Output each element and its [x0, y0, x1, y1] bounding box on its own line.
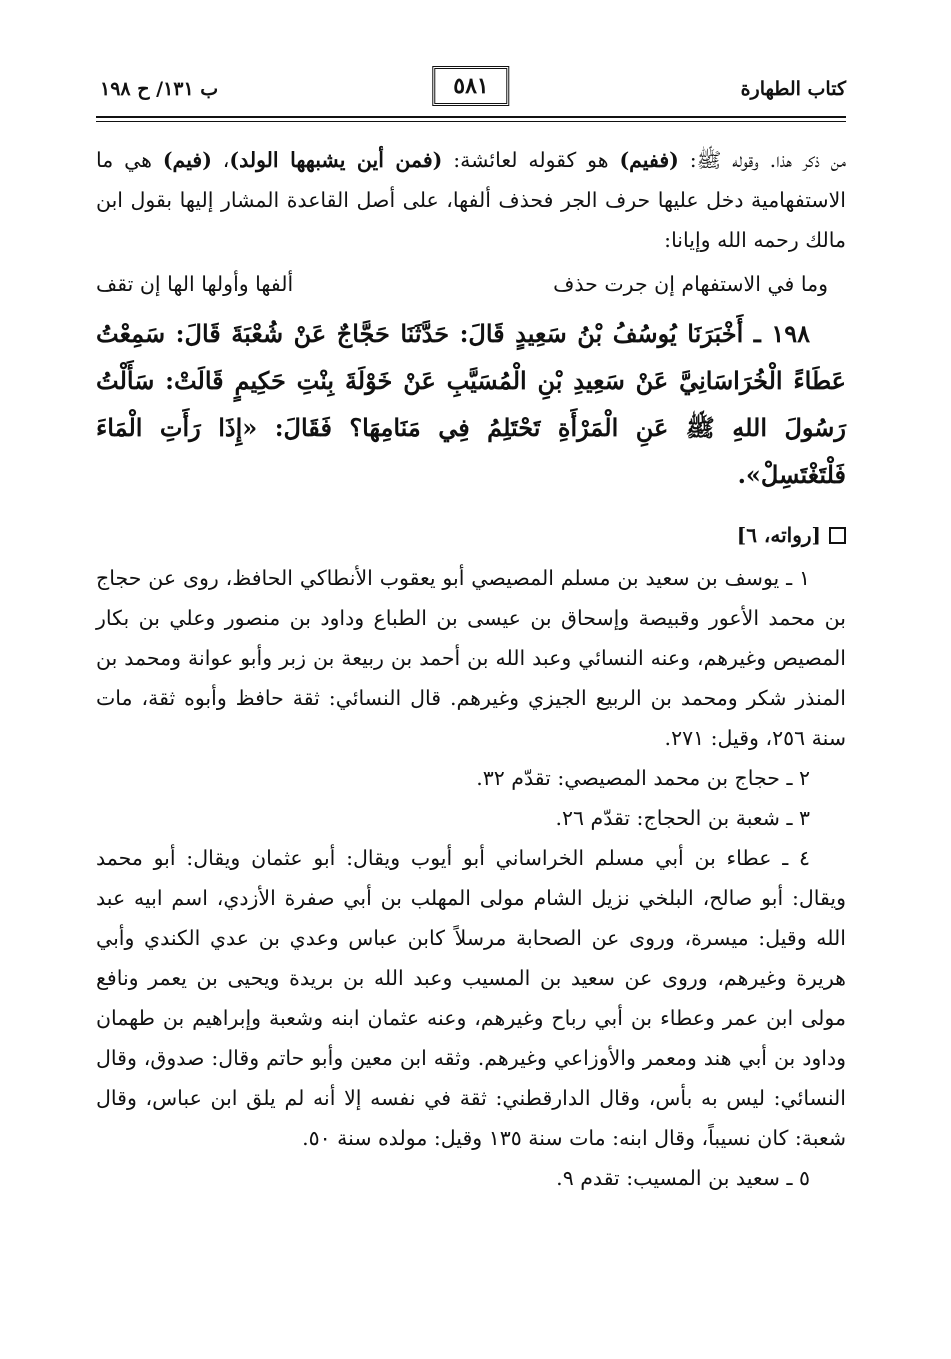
- narrator-entry: ٤ ـ عطاء بن أبي مسلم الخراساني أبو أيوب ويقال: أبو عثمان ويقال: أبو محمد ويقال: أبو صالح، البلخي نزيل الشام مولى المهلب بن أبي صفرة الأزدي، اسم ابيه عبد الله وقيل: ميسرة، وروى عن الصحابة مرسلاً كابن عباس وعدي بن عدي الكندي وأبي هريرة وغيرهم، وروى عن سعيد بن المسيب وعبد الله بن بريدة ويحيى بن يعمر ونافع مولى ابن عمر وعطاء بن أبي رباح وغيرهم، وعنه عثمان ابنه وشعبة وإبراهيم بن طهمان وداود بن أبي هند ومعمر والأوزاعي وغيرهم. وثقه ابن معين وأبو حاتم وقال: صدوق، وقال النسائي: ليس به بأس، وقال الدارقطني: ثقة في نفسه إلا أنه لم يلق ابن عباس، وقال شعبة: كان نسيباً، وقال ابنه: مات سنة ١٣٥ وقيل: مولده سنة ٥٠.: [96, 846, 846, 1150]
- narrator-entry: ٣ ـ شعبة بن الحجاج: تقدّم ٢٦.: [555, 806, 810, 830]
- bold-quote: (فمن أين يشبهها الولد): [229, 148, 443, 172]
- commentary-text: هي ما الاستفهامية دخل عليها حرف الجر فحذف ألفها، على أصل القاعدة المشار إليها بقول ابن مالك رحمه الله وإيانا:: [96, 148, 846, 252]
- commentary-text: هو كقوله لعائشة:: [442, 148, 620, 172]
- bold-term: (فيم): [162, 148, 212, 172]
- hadith-text: ١٩٨ ـ أَخْبَرَنَا يُوسُفُ بْنُ سَعِيدٍ قَالَ: حَدَّثَنَا حَجَّاجٌ عَنْ شُعْبَةَ قَالَ: سَمِعْتُ عَطَاءً الْخُرَاسَانِيَّ عَنْ سَعِيدِ بْنِ الْمُسَيَّبِ عَنْ خَوْلَةَ بِنْتِ حَكِيمٍ قَالَتْ: سَأَلْتُ رَسُولَ اللهِ ﷺ عَنِ الْمَرْأَةِ تَحْتَلِمُ فِي مَنَامِهَا؟ فَقَالَ: «إِذَا رَأَتِ الْمَاءَ فَلْتَغْتَسِلْ».: [96, 319, 846, 489]
- narrator-entry: ٥ ـ سعيد بن المسيب: تقدم ٩.: [556, 1166, 810, 1190]
- commentary-text: ،: [211, 148, 230, 172]
- narrator-entry: ١ ـ يوسف بن سعيد بن مسلم المصيصي أبو يعقوب الأنطاكي الحافظ، روى عن حجاج بن محمد الأعور وقبيصة وإسحاق بن عيسى بن الطباع وداود بن منصور وعلي بن بكار المصيص وغيرهم، وعنه النسائي وعبد الله بن أحمد بن ربيعة بن زبر وأبو عوانة ومحمد بن المنذر شكر ومحمد بن الربيع الجيزي وغيرهم. قال النسائي: ثقة حافظ وأبوه ثقة، مات سنة ٢٥٦، وقيل: ٢٧١.: [96, 566, 846, 750]
- book-title: كتاب الطهارة: [740, 78, 846, 100]
- commentary-paragraph: [96, 140, 846, 260]
- verse-first-hemistich: وما في الاستفهام إن جرت حذف: [553, 272, 828, 296]
- verse-second-hemistich: ألفها وأولها الها إن تقف: [96, 272, 294, 296]
- bold-term: (ففيم): [619, 148, 679, 172]
- square-bullet-icon: [829, 527, 846, 544]
- narrators-heading: [96, 518, 846, 552]
- commentary-text: من ذكر هذا. وقوله ﷺ:: [678, 148, 847, 172]
- chapter-hadith-reference: ب ١٣١/ ح ١٩٨: [100, 78, 219, 100]
- book-page: [96, 64, 846, 1198]
- page-body: [96, 140, 846, 1198]
- narrators-heading-label: [رواته، ٦]: [736, 523, 821, 547]
- narrator-entry: ٢ ـ حجاج بن محمد المصيصي: تقدّم ٣٢.: [476, 766, 810, 790]
- page-header: [96, 64, 846, 118]
- page-number: ٥٨١: [432, 66, 509, 106]
- poetry-verse: [96, 264, 846, 304]
